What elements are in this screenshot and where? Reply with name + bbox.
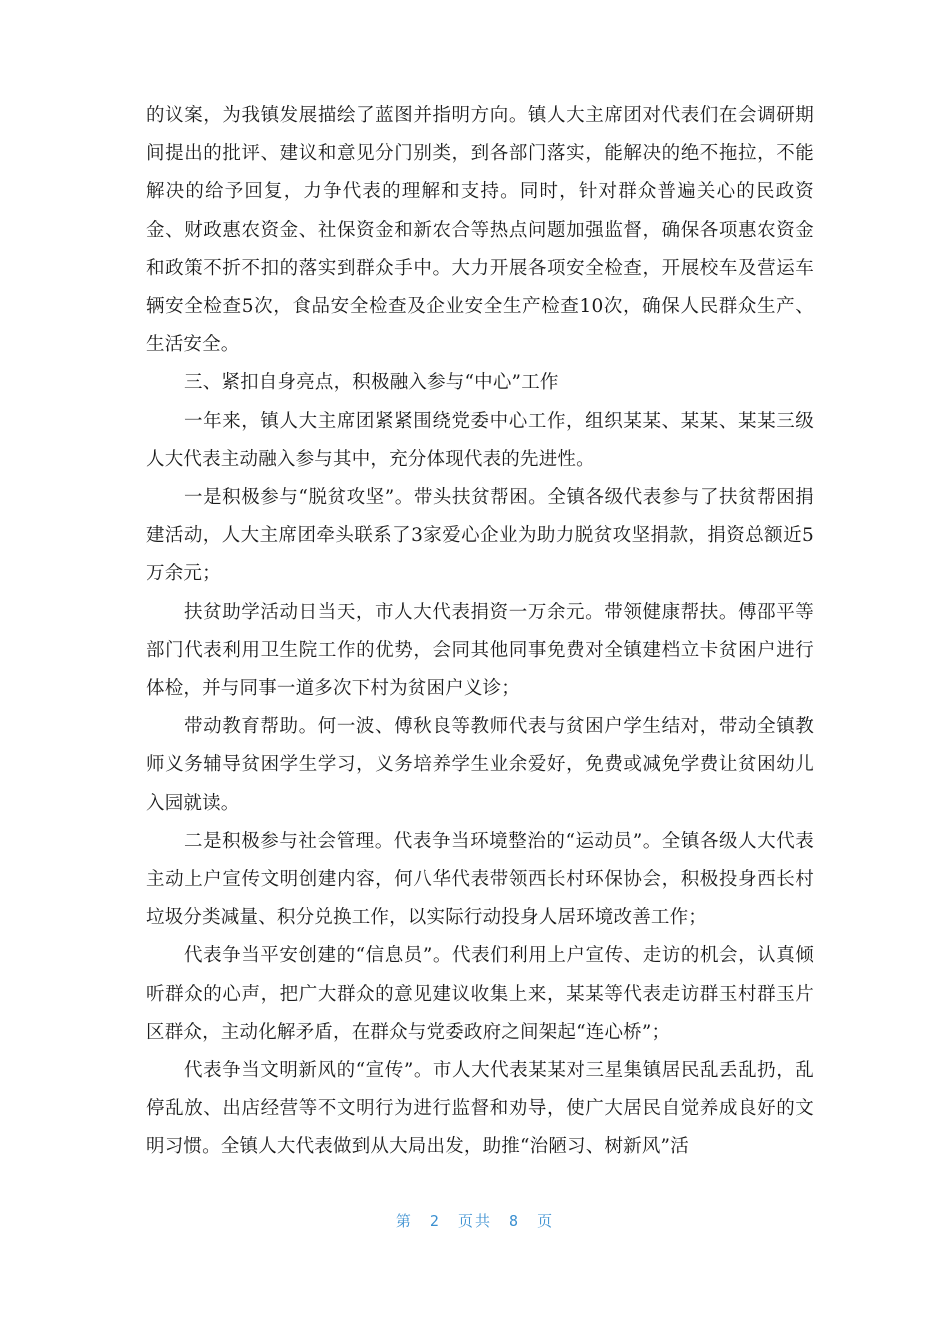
paragraph-6: 带动教育帮助。何一波、傅秋良等教师代表与贫困户学生结对，带动全镇教师义务辅导贫困学生学习，义务培养学生业余爱好，免费或减免学费让贫困幼儿入园就读。 — [146, 716, 814, 814]
paragraph-9: 代表争当文明新风的“宣传”。市人大代表某某对三星集镇居民乱丢乱扔，乱停乱放、出店经营等不文明行为进行监督和劝导，使广大居民自觉养成良好的文明习惯。全镇人大代表做到从大局出发，助推“治陋习、树新风”活 — [146, 1060, 814, 1158]
paragraph-1: 的议案，为我镇发展描绘了蓝图并指明方向。镇人大主席团对代表们在会调研期间提出的批评、建议和意见分门别类，到各部门落实，能解决的绝不拖拉，不能解决的给予回复，力争代表的理解和支持。同时，针对群众普遍关心的民政资金、财政惠农资金、社保资金和新农合等热点问题加强监督，确保各项惠农资金和政策不折不扣的落实到群众手中。大力开展各项安全检查，开展校车及营运车辆安全检查5次，食品安全检查及企业安全生产检查10次，确保人民群众生产、生活安全。 — [146, 105, 814, 356]
paragraph-5: 扶贫助学活动日当天，市人大代表捐资一万余元。带领健康帮扶。傅邵平等部门代表利用卫生院工作的优势，会同其他同事免费对全镇建档立卡贫困户进行体检，并与同事一道多次下村为贫困户义诊； — [146, 601, 814, 700]
paragraph-7: 二是积极参与社会管理。代表争当环境整治的“运动员”。全镇各级人大代表主动上户宣传文明创建内容，何八华代表带领西长村环保协会，积极投身西长村垃圾分类减量、积分兑换工作，以实际行动投身人居环境改善工作； — [146, 830, 814, 929]
page-number-footer: 第 2 页共 8 页 — [395, 1212, 555, 1230]
paragraph-8: 代表争当平安创建的“信息员”。代表们利用上户宣传、走访的机会，认真倾听群众的心声，把广大群众的意见建议收集上来，某某等代表走访群玉村群玉片区群众，主动化解矛盾，在群众与党委政府之间架起“连心桥”； — [146, 945, 814, 1043]
section-heading-3: 三、紧扣自身亮点，积极融入参与“中心”工作 — [184, 372, 559, 394]
paragraph-3: 一年来，镇人大主席团紧紧围绕党委中心工作，组织某某、某某、某某三级人大代表主动融入参与其中，充分体现代表的先进性。 — [146, 410, 814, 470]
paragraph-4: 一是积极参与“脱贫攻坚”。带头扶贫帮困。全镇各级代表参与了扶贫帮困捐建活动，人大主席团牵头联系了3家爱心企业为助力脱贫攻坚捐款，捐资总额近5万余元； — [146, 487, 814, 585]
document-body — [146, 97, 814, 1167]
